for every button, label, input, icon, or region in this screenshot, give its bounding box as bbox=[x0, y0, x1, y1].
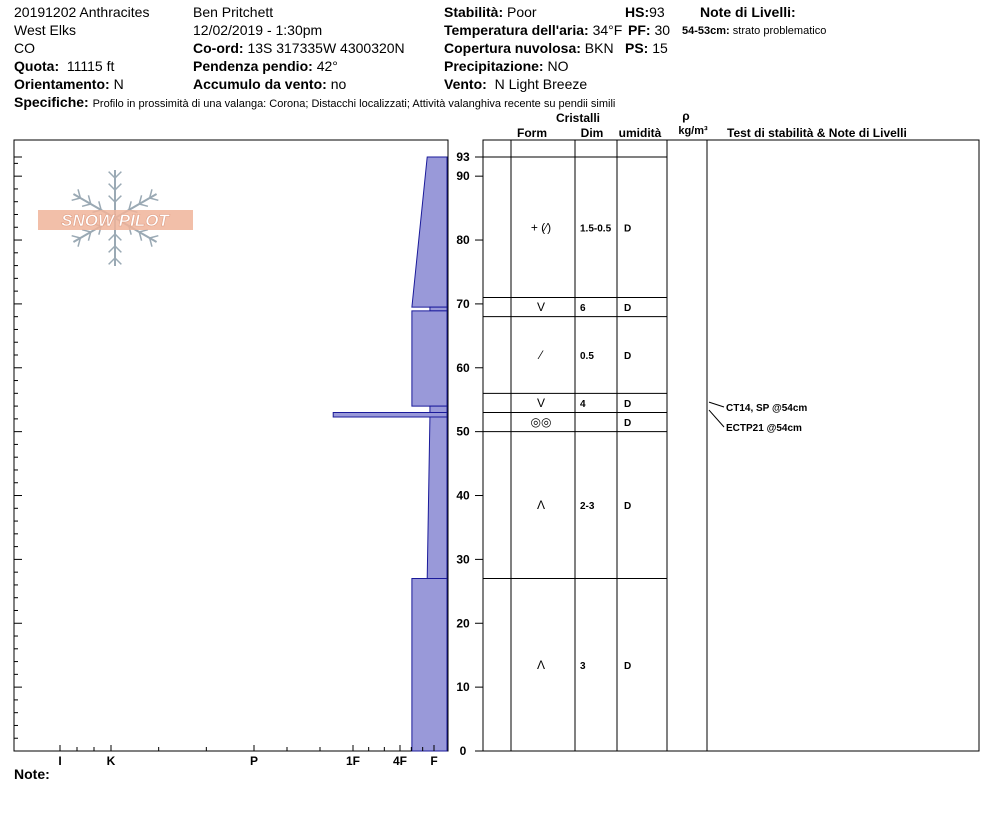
range-name: West Elks bbox=[14, 22, 76, 38]
hardness-layer-1 bbox=[430, 307, 447, 311]
elevation-value: 11115 ft bbox=[66, 58, 115, 74]
slope-value: 42° bbox=[316, 58, 338, 74]
wind-value: N Light Breeze bbox=[494, 76, 588, 92]
layer-form-4: ◎◎ bbox=[530, 415, 552, 430]
stability-tests bbox=[709, 402, 807, 434]
slope-label: Pendenza pendio: bbox=[193, 58, 313, 74]
aspect-value: N bbox=[113, 76, 124, 92]
layer-table bbox=[483, 140, 979, 751]
layer-size-3: 4 bbox=[580, 398, 586, 410]
hardness-tick-F: F bbox=[430, 754, 438, 768]
layer-size-6: 3 bbox=[580, 660, 586, 672]
hardness-layer-3 bbox=[430, 406, 447, 412]
hardness-tick-1F: 1F bbox=[345, 754, 361, 768]
layer-form-1: V bbox=[536, 300, 546, 315]
height-tick-40: 40 bbox=[456, 488, 470, 503]
pf-label: PF: bbox=[628, 22, 651, 38]
height-tick-0: 0 bbox=[459, 744, 467, 758]
layer-size-0: 1.5-0.5 bbox=[580, 223, 612, 235]
flake-branch bbox=[82, 230, 91, 232]
pf-value: 30 bbox=[654, 22, 671, 38]
coord-value: 13S 317335W 4300320N bbox=[247, 40, 405, 56]
logo-text: SNOW PILOT bbox=[61, 211, 169, 230]
state-name: CO bbox=[14, 40, 35, 56]
specifics-label: Specifiche: bbox=[14, 94, 89, 110]
cloud-value: BKN bbox=[584, 40, 614, 56]
flake-branch bbox=[150, 198, 159, 200]
layer-wetness-2: D bbox=[624, 351, 632, 362]
hardness-layer-0 bbox=[412, 157, 447, 307]
flake-branch bbox=[150, 236, 159, 238]
height-tick-20: 20 bbox=[456, 616, 470, 631]
height-tick-30: 30 bbox=[456, 552, 470, 567]
test-label-0: CT14, SP @54cm bbox=[726, 403, 808, 414]
height-tick-10: 10 bbox=[456, 680, 470, 695]
height-tick-90: 90 bbox=[456, 169, 470, 184]
coord-label: Co-ord: bbox=[193, 40, 244, 56]
hardness-profile bbox=[333, 157, 447, 751]
header-wetness: umidità bbox=[618, 126, 662, 140]
ps-value: 15 bbox=[652, 40, 668, 56]
header-form: Form bbox=[517, 126, 547, 140]
header-dim: Dim bbox=[580, 126, 604, 140]
precip-label: Precipitazione: bbox=[444, 58, 544, 74]
hardness-layer-4 bbox=[333, 412, 447, 416]
specifics-value: Profilo in prossimità di una valanga: Corona; Distacchi localizzati; Attività valanghiva recente su pendii simili bbox=[92, 98, 616, 110]
stability-label: Stabilità: bbox=[444, 4, 504, 20]
layer-form-5: Λ bbox=[536, 498, 546, 513]
layer-form-0: + (⁄) bbox=[530, 220, 552, 235]
flake-branch bbox=[72, 236, 81, 238]
hardness-panel bbox=[14, 140, 448, 751]
wind-load-label: Accumulo da vento: bbox=[193, 76, 327, 92]
layer-size-1: 6 bbox=[580, 303, 586, 315]
layer-form-2: ⁄ bbox=[539, 348, 543, 362]
observation-datetime: 12/02/2019 - 1:30pm bbox=[193, 22, 323, 38]
precip-value: NO bbox=[547, 58, 569, 74]
observer-name: Ben Pritchett bbox=[193, 4, 274, 20]
hs-value: 93 bbox=[649, 4, 665, 20]
header-density: ρ bbox=[682, 109, 690, 123]
layer-wetness-5: D bbox=[624, 501, 632, 513]
height-tick-60: 60 bbox=[456, 360, 470, 375]
test-pointer-0 bbox=[709, 402, 724, 407]
layer-notes-title: Note di Livelli: bbox=[700, 4, 796, 20]
header-cristalli: Cristalli bbox=[555, 111, 601, 125]
layer-size-5: 2-3 bbox=[580, 501, 595, 513]
wind-load-value: no bbox=[330, 76, 347, 92]
layer-form-3: V bbox=[536, 395, 546, 410]
height-tick-50: 50 bbox=[456, 424, 470, 439]
height-tick-80: 80 bbox=[456, 233, 470, 248]
flake-branch bbox=[72, 198, 81, 200]
layer-wetness-0: D bbox=[624, 223, 632, 235]
hs-label: HS: bbox=[625, 4, 650, 20]
layer-form-6: Λ bbox=[536, 657, 546, 672]
stability-value: Poor bbox=[507, 4, 537, 20]
hardness-axis bbox=[58, 745, 437, 768]
flake-branch bbox=[82, 204, 91, 206]
hardness-layer-5 bbox=[427, 417, 447, 579]
test-label-1: ECTP21 @54cm bbox=[726, 423, 802, 434]
flake-branch bbox=[139, 230, 148, 232]
airtemp-label: Temperatura dell'aria: bbox=[444, 22, 589, 38]
hardness-layer-6 bbox=[412, 579, 447, 751]
wind-label: Vento: bbox=[444, 76, 487, 92]
notes-label: Note: bbox=[14, 766, 50, 782]
flake-branch bbox=[139, 204, 148, 206]
header-stability-notes: Test di stabilità & Note di Livelli bbox=[727, 126, 907, 140]
layer-wetness-3: D bbox=[624, 398, 632, 410]
layer-size-2: 0.5 bbox=[580, 351, 594, 362]
pit-title: 20191202 Anthracites bbox=[14, 4, 150, 20]
elevation-label: Quota: bbox=[14, 58, 60, 74]
header-density-units: kg/m³ bbox=[678, 125, 708, 137]
height-tick-70: 70 bbox=[456, 296, 470, 311]
hardness-tick-4F: 4F bbox=[392, 754, 408, 768]
hardness-layer-2 bbox=[412, 311, 447, 406]
layer-wetness-6: D bbox=[624, 660, 632, 672]
hardness-tick-K: K bbox=[106, 754, 116, 768]
snowpilot-logo bbox=[38, 170, 193, 266]
layer-note-text: strato problematico bbox=[732, 25, 827, 37]
airtemp-value: 34°F bbox=[592, 22, 623, 38]
hardness-tick-I: I bbox=[58, 754, 62, 768]
layer-note-depth: 54-53cm: bbox=[682, 25, 730, 37]
aspect-label: Orientamento: bbox=[14, 76, 110, 92]
test-pointer-1 bbox=[709, 410, 724, 427]
ps-label: PS: bbox=[625, 40, 649, 56]
hardness-tick-P: P bbox=[249, 754, 259, 768]
layer-wetness-1: D bbox=[624, 303, 632, 315]
layer-wetness-4: D bbox=[624, 418, 632, 430]
height-tick-93: 93 bbox=[456, 150, 470, 164]
cloud-label: Copertura nuvolosa: bbox=[444, 40, 581, 56]
